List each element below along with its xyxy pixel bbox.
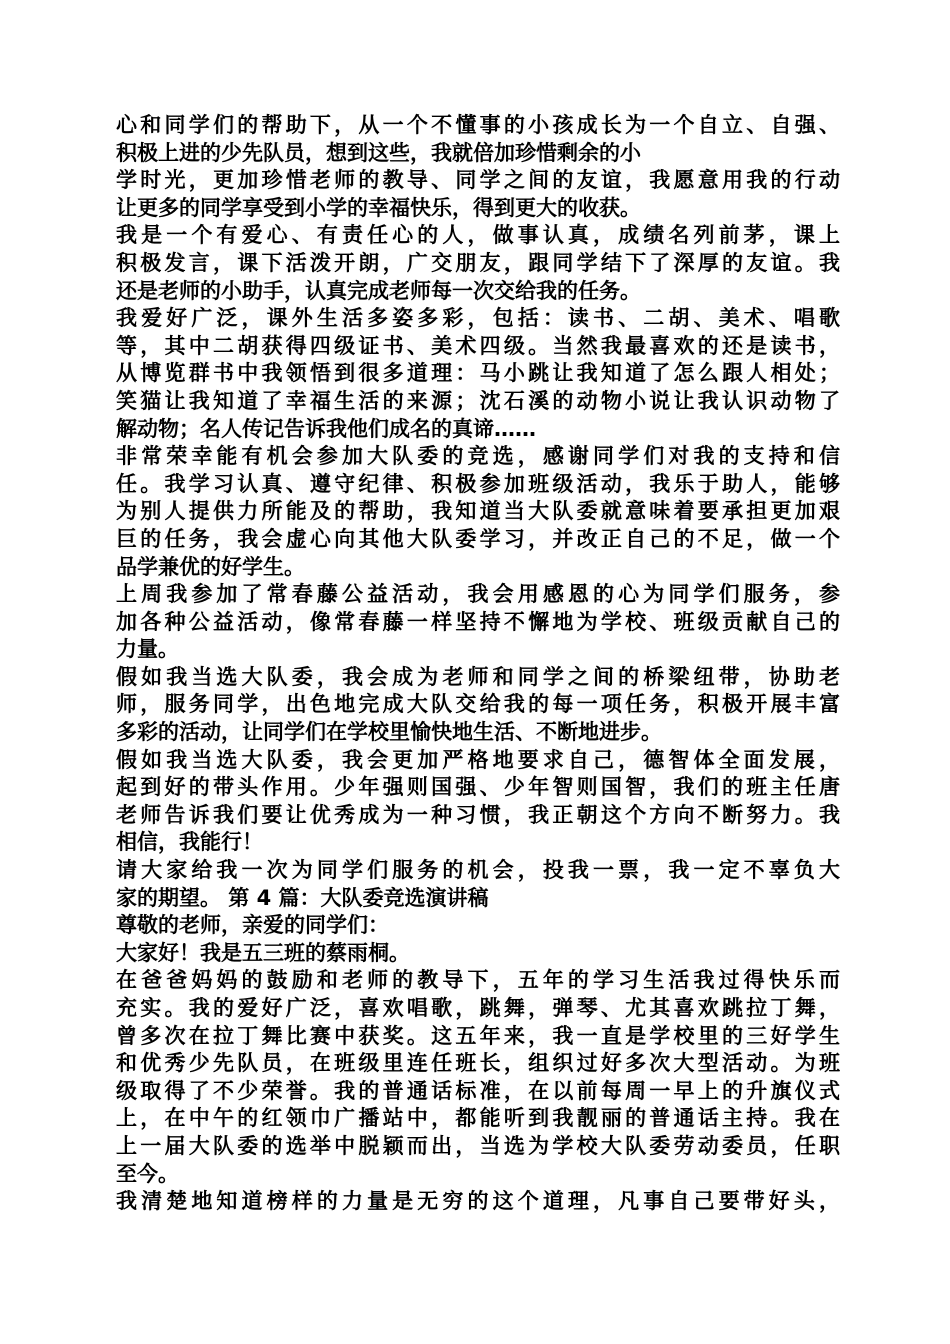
text-line: 让更多的同学享受到小学的幸福快乐，得到更大的收获。 bbox=[116, 195, 641, 220]
text-line: 尊敬的老师，亲爱的同学们： bbox=[116, 913, 389, 938]
text-line: 我清楚地知道榜样的力量是无穷的这个道理，凡事自己要带好头， bbox=[116, 1189, 840, 1214]
text-line: 充实。我的爱好广泛，喜欢唱歌，跳舞，弹琴、尤其喜欢跳拉丁舞， bbox=[116, 996, 840, 1020]
text-line: 力量。 bbox=[116, 637, 179, 662]
text-line: 笑猫让我知道了幸福生活的来源；沈石溪的动物小说让我认识动物了 bbox=[116, 388, 840, 413]
text-line: 解动物；名人传记告诉我他们成名的真谛…… bbox=[116, 416, 536, 441]
text-line: 老师告诉我们要让优秀成为一种习惯，我正朝这个方向不断努力。我 bbox=[116, 802, 840, 827]
text-line: 和优秀少先队员，在班级里连任班长，组织过好多次大型活动。为班 bbox=[116, 1051, 840, 1076]
text-line: 上周我参加了常春藤公益活动，我会用感恩的心为同学们服务，参 bbox=[116, 582, 840, 607]
document-body bbox=[116, 112, 840, 1216]
text-line: 多彩的活动，让同学们在学校里愉快地生活、不断地进步。 bbox=[116, 720, 662, 745]
text-line: 心和同学们的帮助下，从一个不懂事的小孩成长为一个自立、自强、 bbox=[116, 113, 840, 137]
text-line: 积极发言，课下活泼开朗，广交朋友，跟同学结下了深厚的友谊。我 bbox=[116, 250, 840, 275]
text-line: 加各种公益活动，像常春藤一样坚持不懈地为学校、班级贡献自己的 bbox=[116, 609, 840, 634]
text-line: 级取得了不少荣誉。我的普通话标准，在以前每周一早上的升旗仪式 bbox=[116, 1078, 840, 1103]
text-line: 我是一个有爱心、有责任心的人，做事认真，成绩名列前茅，课上 bbox=[116, 223, 840, 248]
text-line: 相信，我能行！ bbox=[116, 830, 263, 855]
text-line: 请大家给我一次为同学们服务的机会，投我一票，我一定不辜负大 bbox=[116, 858, 840, 883]
text-line: 积极上进的少先队员，想到这些，我就倍加珍惜剩余的小 bbox=[116, 140, 641, 165]
text-line: 等，其中二胡获得四级证书、美术四级。当然我最喜欢的还是读书， bbox=[116, 333, 840, 358]
text-line: 巨的任务，我会虚心向其他大队委学习，并改正自己的不足，做一个 bbox=[116, 526, 840, 551]
text-line: 假如我当选大队委，我会更加严格地要求自己，德智体全面发展， bbox=[116, 747, 840, 772]
text-line: 我爱好广泛，课外生活多姿多彩，包括：读书、二胡、美术、唱歌 bbox=[116, 306, 840, 331]
text-line: 师，服务同学，出色地完成大队交给我的每一项任务，积极开展丰富 bbox=[116, 692, 840, 717]
text-line: 起到好的带头作用。少年强则国强、少年智则国智，我们的班主任唐 bbox=[116, 775, 840, 800]
text-line: 任。我学习认真、遵守纪律、积极参加班级活动，我乐于助人，能够 bbox=[116, 471, 840, 496]
text-line: 还是老师的小助手，认真完成老师每一次交给我的任务。 bbox=[116, 278, 641, 303]
text-line: 大家好！我是五三班的蔡雨桐。 bbox=[116, 940, 410, 965]
text-line: 至今。 bbox=[116, 1161, 179, 1186]
text-line: 假如我当选大队委，我会成为老师和同学之间的桥梁纽带，协助老 bbox=[116, 664, 840, 689]
text-line: 曾多次在拉丁舞比赛中获奖。这五年来，我一直是学校里的三好学生 bbox=[116, 1023, 840, 1048]
text-line: 非常荣幸能有机会参加大队委的竞选，感谢同学们对我的支持和信 bbox=[116, 444, 840, 469]
text-line: 从博览群书中我领悟到很多道理：马小跳让我知道了怎么跟人相处； bbox=[116, 361, 840, 386]
text-line: 为别人提供力所能及的帮助，我知道当大队委就意味着要承担更加艰 bbox=[116, 499, 840, 524]
text-line: 上一届大队委的选举中脱颖而出，当选为学校大队委劳动委员，任职 bbox=[116, 1133, 840, 1158]
text-line: 上，在中午的红领巾广播站中，都能听到我靓丽的普通话主持。我在 bbox=[116, 1106, 840, 1131]
text-line: 家的期望。 第 4 篇：大队委竞选演讲稿 bbox=[116, 885, 489, 910]
text-line: 在爸爸妈妈的鼓励和老师的教导下，五年的学习生活我过得快乐而 bbox=[116, 968, 840, 993]
text-line: 学时光，更加珍惜老师的教导、同学之间的友谊，我愿意用我的行动 bbox=[116, 168, 840, 193]
text-line: 品学兼优的好学生。 bbox=[116, 554, 305, 579]
